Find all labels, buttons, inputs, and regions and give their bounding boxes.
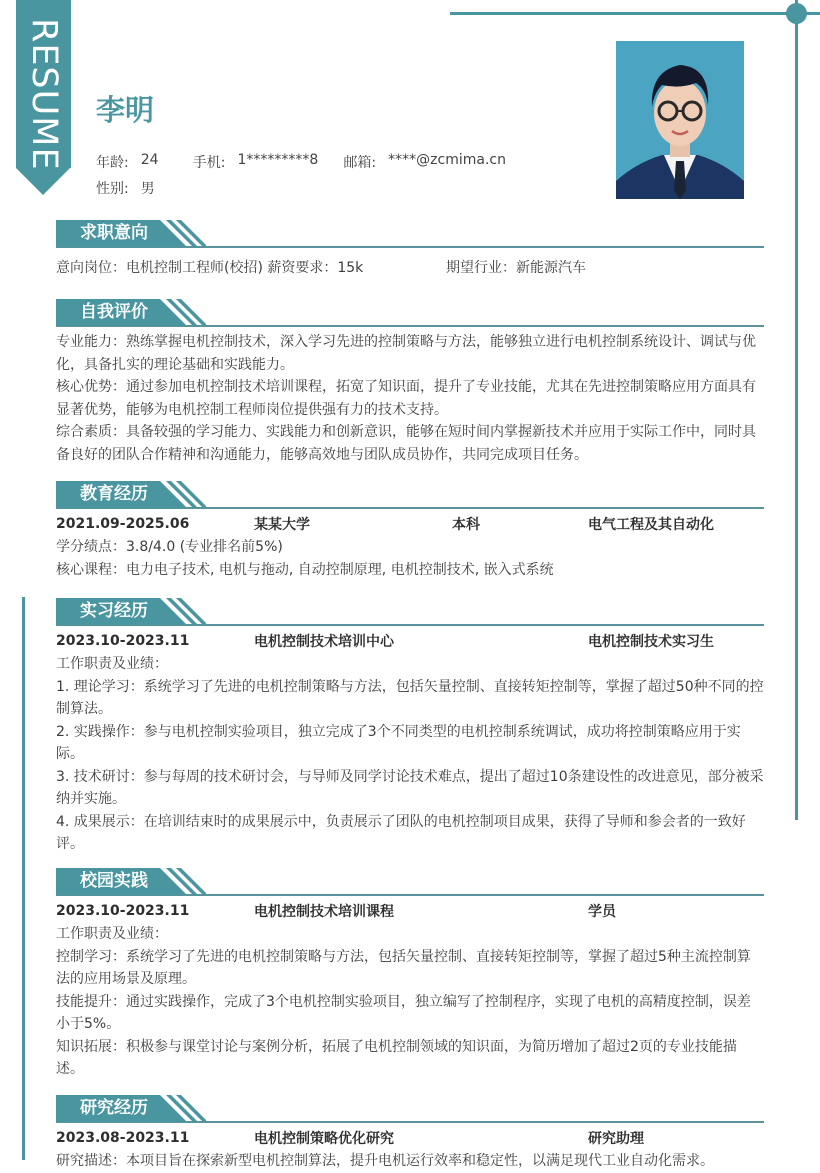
text-line: 工作职责及业绩：	[56, 926, 168, 942]
age-label: 年龄:	[96, 155, 129, 171]
ribbon-arrow-tip	[16, 168, 70, 195]
campus-period: 2023.10-2023.11	[56, 903, 190, 919]
section-title: 自我评价	[56, 299, 154, 326]
text-line: 2. 实践操作：参与电机控制实验项目，独立完成了3个不同类型的电机控制系统调试，成功将控制策略应用于实	[56, 723, 741, 740]
text-line: 法的应用场景及原理。	[56, 971, 196, 987]
email-label: 邮箱:	[343, 155, 377, 171]
campus-role: 学员	[588, 904, 616, 920]
candidate-name: 李明	[96, 93, 155, 127]
section-header	[56, 866, 764, 896]
text-line: 小于5%。	[56, 1016, 121, 1032]
text-line: 研究描述：本项目旨在探索新型电机控制算法，提升电机运行效率和稳定性，以满足现代工业自动化需求。	[56, 1153, 714, 1169]
section-education	[56, 479, 764, 581]
section-title: 实习经历	[56, 598, 154, 625]
section-title: 研究经历	[56, 1095, 154, 1122]
section-header	[56, 218, 764, 248]
section-internship	[56, 596, 764, 856]
text-line: 化，具备扎实的理论基础和实践能力。	[56, 356, 294, 373]
campus-org: 电机控制技术培训课程	[254, 904, 394, 920]
section-stripes-icon	[154, 598, 206, 625]
text-line: 控制学习：系统学习了先进的电机控制策略与方法，包括矢量控制、直接转矩控制等，掌握了超过5种主流控制算	[56, 948, 751, 965]
decorative-dot	[786, 3, 807, 24]
section-title: 教育经历	[56, 481, 154, 508]
text-line: 专业能力：熟练掌握电机控制技术，深入学习先进的控制策略与方法，能够独立进行电机控制系统设计、调试与优	[56, 334, 756, 350]
gender-label: 性别:	[96, 181, 129, 197]
email-value: ****@zcmima.cn	[388, 152, 506, 168]
self-eval-body	[56, 331, 764, 466]
section-stripes-icon	[154, 220, 206, 247]
section-self-evaluation	[56, 297, 764, 466]
text-line: 备良好的团队合作精神和沟通能力，能够高效地与团队成员协作，共同完成项目任务。	[56, 446, 588, 463]
text-line: 纳并实施。	[56, 791, 126, 807]
research-role: 研究助理	[588, 1131, 644, 1147]
section-research	[56, 1093, 764, 1173]
section-job-intent	[56, 218, 764, 280]
education-degree: 本科	[452, 517, 480, 533]
phone-label: 手机:	[192, 155, 226, 171]
text-line: 核心优势：通过参加电机控制技术培训课程，拓宽了知识面，提升了专业技能，尤其在先进控制策略应用方面具有	[56, 379, 756, 395]
gender-value: 男	[140, 181, 155, 197]
phone-value: 1*********8	[237, 152, 319, 168]
text-line: 显著优势，能够为电机控制工程师岗位提供强有力的技术支持。	[56, 401, 448, 418]
education-school: 某某大学	[254, 517, 310, 533]
contact-row	[96, 152, 506, 172]
intent-row	[56, 257, 764, 280]
education-period: 2021.09-2025.06	[56, 516, 190, 532]
internship-header-row	[56, 629, 764, 653]
decorative-right-line	[795, 0, 798, 820]
text-line: 核心课程：电力电子技术, 电机与拖动, 自动控制原理, 电机控制技术, 嵌入式系统	[56, 561, 554, 578]
research-header-row	[56, 1126, 764, 1150]
section-title: 校园实践	[56, 868, 154, 895]
age-value: 24	[140, 152, 159, 168]
education-major: 电气工程及其自动化	[588, 517, 714, 533]
section-header	[56, 1093, 764, 1123]
resume-ribbon	[16, 0, 71, 195]
text-line: 评。	[56, 836, 84, 852]
text-line: 4. 成果展示：在培训结束时的成果展示中，负责展示了团队的电机控制项目成果，获得了导师和参会者的一致好	[56, 813, 746, 830]
ribbon-label: RESUME	[24, 18, 64, 171]
internship-role: 电机控制技术实习生	[588, 634, 714, 650]
text-line: 1. 理论学习：系统学习了先进的电机控制策略与方法，包括矢量控制、直接转矩控制等，掌握了超过50种不同的控	[56, 678, 764, 695]
intent-industry: 期望行业：新能源汽车	[446, 260, 586, 276]
text-line: 制算法。	[56, 701, 112, 717]
text-line: 述。	[56, 1061, 84, 1077]
intent-position: 意向岗位：电机控制工程师(校招) 薪资要求：15k	[56, 260, 364, 276]
text-line: 际。	[56, 746, 84, 762]
internship-period: 2023.10-2023.11	[56, 633, 190, 649]
section-stripes-icon	[154, 1095, 206, 1122]
section-header	[56, 479, 764, 509]
text-line: 3. 技术研讨：参与每周的技术研讨会，与导师及同学讨论技术难点，提出了超过10条建设性的改进意见，部分被采	[56, 768, 764, 785]
section-header	[56, 596, 764, 626]
text-line: 学分绩点：3.8/4.0 (专业排名前5%)	[56, 539, 283, 555]
text-line: 知识拓展：积极参与课堂讨论与案例分析，拓展了电机控制领域的知识面，为简历增加了超过2页的专业技能描	[56, 1038, 737, 1055]
section-stripes-icon	[154, 868, 206, 895]
campus-header-row	[56, 899, 764, 923]
section-header	[56, 297, 764, 327]
text-line: 技能提升：通过实践操作，完成了3个电机控制实验项目，独立编写了控制程序，实现了电机的高精度控制，误差	[56, 993, 751, 1010]
section-campus-practice	[56, 866, 764, 1081]
portrait-illustration-icon	[616, 41, 744, 199]
text-line: 综合素质：具备较强的学习能力、实践能力和创新意识，能够在短时间内掌握新技术并应用于实际工作中，同时具	[56, 424, 756, 440]
education-header-row	[56, 512, 764, 536]
gender-row	[96, 178, 155, 198]
internship-org: 电机控制技术培训中心	[254, 634, 394, 650]
research-period: 2023.08-2023.11	[56, 1130, 190, 1146]
decorative-top-line	[450, 12, 820, 15]
research-org: 电机控制策略优化研究	[254, 1131, 394, 1147]
section-stripes-icon	[154, 481, 206, 508]
text-line: 工作职责及业绩：	[56, 656, 168, 672]
section-title: 求职意向	[56, 220, 154, 247]
profile-photo	[616, 41, 744, 199]
decorative-left-line	[22, 597, 25, 1160]
section-stripes-icon	[154, 299, 206, 326]
